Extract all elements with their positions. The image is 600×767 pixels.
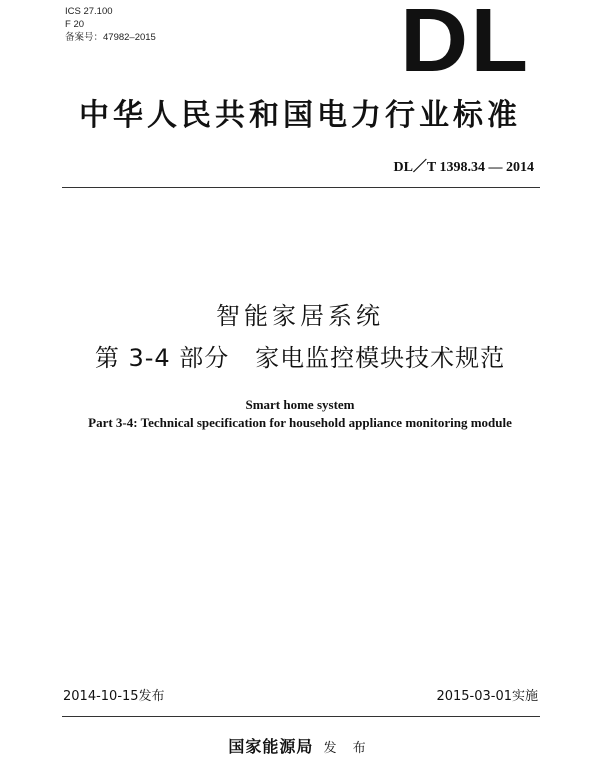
classification-code: F 20	[65, 19, 85, 30]
publish-label: 发 布	[323, 741, 372, 756]
document-title-cn: 智能家居系统	[216, 302, 384, 330]
implementation-date: 2015-03-01实施	[436, 689, 538, 704]
top-divider	[62, 187, 540, 188]
issue-date: 2014-10-15发布	[63, 689, 165, 704]
publisher-line	[0, 736, 600, 760]
industry-standard-title: 中华人民共和国电力行业标准	[79, 98, 521, 133]
publisher-name: 国家能源局	[228, 737, 314, 756]
bottom-divider	[62, 716, 540, 717]
ics-code: ICS 27.100	[65, 6, 113, 17]
standard-number: DL／T 1398.34 — 2014	[393, 160, 534, 175]
document-subtitle-en: Part 3-4: Technical specification for household appliance monitoring module	[88, 415, 512, 430]
document-title-en: Smart home system	[245, 397, 355, 412]
registration-number: 备案号：47982–2015	[65, 32, 156, 43]
dl-logo: DL	[400, 0, 531, 91]
document-subtitle-cn: 第 3-4 部分 家电监控模块技术规范	[94, 344, 506, 372]
